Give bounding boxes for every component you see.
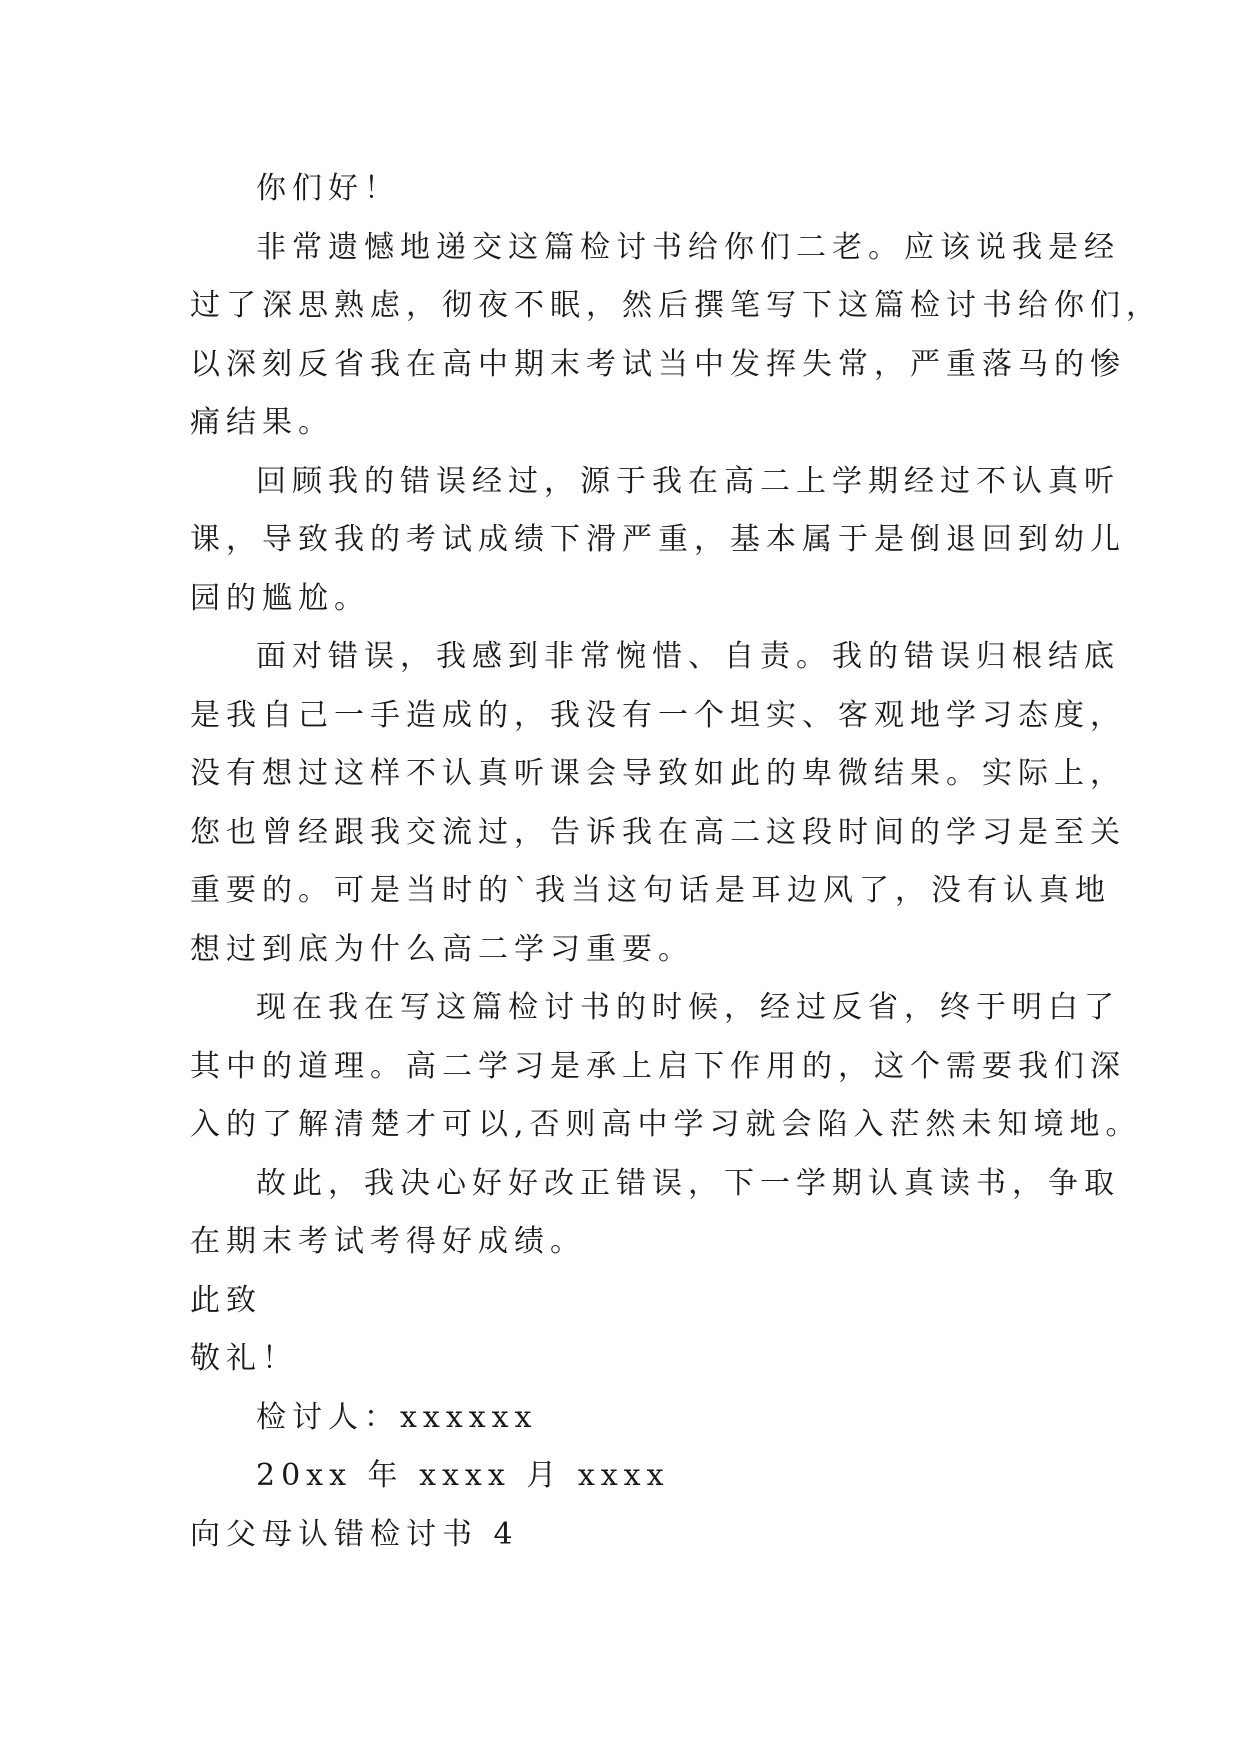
body-text-line: 没有想过这样不认真听课会导致如此的卑微结果。实际上， (190, 756, 1126, 791)
greeting: 你们好！ (256, 171, 400, 206)
body-text-line: 是我自己一手造成的，我没有一个坦实、客观地学习态度， (190, 697, 1126, 733)
document-body (190, 160, 1162, 1564)
body-text-line: 在期末考试考得好成绩。 (190, 1224, 586, 1259)
next-section-title: 向父母认错检讨书 4 (190, 1516, 519, 1552)
signer-line: 检讨人：xxxxxx (256, 1399, 538, 1435)
body-text-line: 您也曾经跟我交流过，告诉我在高二这段时间的学习是至关 (190, 814, 1126, 850)
body-text-line: 重要的。可是当时的`我当这句话是耳边风了，没有认真地 (190, 873, 1111, 908)
date-line: 20xx 年 xxxx 月 xxxx (256, 1458, 670, 1493)
body-text-line: 故此，我决心好好改正错误，下一学期认真读书，争取 (256, 1165, 1120, 1201)
closing-salutation: 此致 (190, 1282, 262, 1318)
body-text-line: 面对错误，我感到非常惋惜、自责。我的错误归根结底 (256, 639, 1120, 674)
body-text-line: 非常遗憾地递交这篇检讨书给你们二老。应该说我是经 (256, 229, 1120, 265)
body-text-line: 痛结果。 (190, 405, 334, 440)
body-text-line: 现在我在写这篇检讨书的时候，经过反省，终于明白了 (256, 990, 1120, 1025)
body-text-line: 园的尴尬。 (190, 580, 370, 616)
body-text-line: 其中的道理。高二学习是承上启下作用的，这个需要我们深 (190, 1048, 1126, 1084)
body-text-line: 回顾我的错误经过，源于我在高二上学期经过不认真听 (256, 463, 1120, 499)
body-text-line: 想过到底为什么高二学习重要。 (190, 931, 694, 967)
body-text-line: 课，导致我的考试成绩下滑严重，基本属于是倒退回到幼儿 (190, 522, 1126, 557)
body-text-line: 过了深思熟虑，彻夜不眠，然后撰笔写下这篇检讨书给你们， (190, 288, 1162, 323)
body-lines (190, 219, 1162, 1272)
body-text-line: 以深刻反省我在高中期末考试当中发挥失常，严重落马的惨 (190, 346, 1126, 382)
closing-regards: 敬礼！ (190, 1341, 298, 1376)
body-text-line: 入的了解清楚才可以,否则高中学习就会陷入茫然未知境地。 (190, 1107, 1142, 1142)
